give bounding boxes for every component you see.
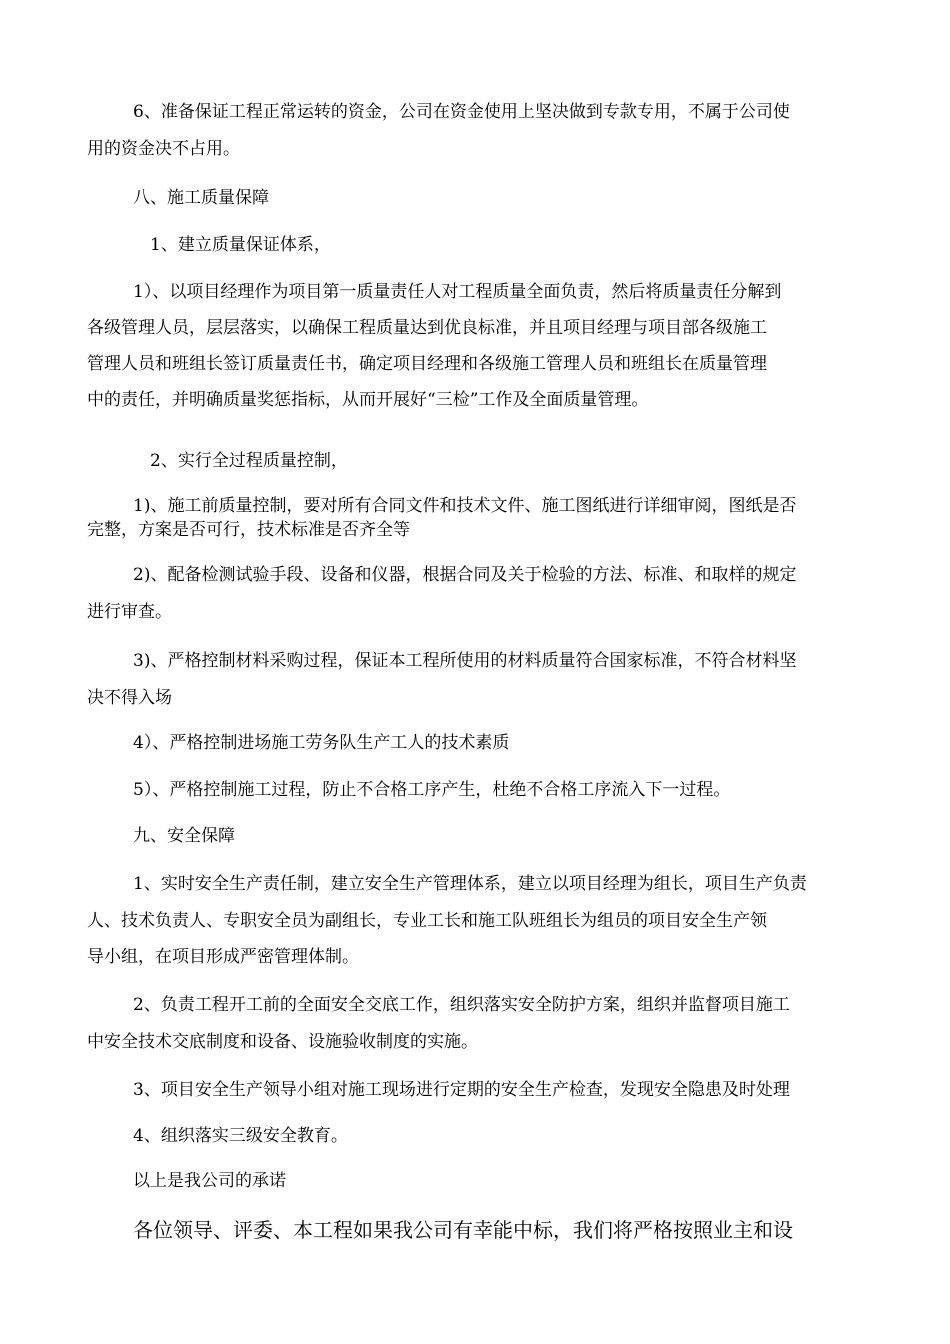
text-line: 2)、配备检测试验手段、设备和仪器，根据合同及关于检验的方法、标准、和取样的规定 [133, 565, 797, 585]
text-line: 以上是我公司的承诺 [133, 1171, 286, 1191]
text-line: 导小组，在项目形成严密管理体制。 [87, 947, 359, 967]
text-line: 中安全技术交底制度和设备、设施验收制度的实施。 [87, 1032, 478, 1052]
text-line: 1）、以项目经理作为项目第一质量责任人对工程质量全面负责，然后将质量责任分解到 [133, 282, 782, 302]
text-line: 3)、严格控制材料采购过程，保证本工程所使用的材料质量符合国家标准，不符合材料坚 [133, 651, 797, 671]
section-heading: 八、施工质量保障 [133, 188, 269, 208]
text-line: 管理人员和班组长签订质量责任书，确定项目经理和各级施工管理人员和班组长在质量管理 [87, 354, 767, 374]
text-line: 完整，方案是否可行，技术标准是否齐全等 [87, 520, 410, 540]
text-line: 6、准备保证工程正常运转的资金，公司在资金使用上坚决做到专款专用，不属于公司使 [133, 102, 790, 122]
text-line: 决不得入场 [87, 688, 172, 708]
section-heading: 九、安全保障 [133, 826, 235, 846]
subsection-heading: 1、建立质量保证体系， [150, 235, 331, 255]
text-line: 4、组织落实三级安全教育。 [133, 1126, 348, 1146]
text-line: 1)、施工前质量控制，要对所有合同文件和技术文件、施工图纸进行详细审阅，图纸是否 [133, 496, 797, 516]
text-line: 中的责任，并明确质量奖惩指标，从而开展好“三检”工作及全面质量管理。 [87, 390, 649, 410]
text-line: 人、技术负责人、专职安全员为副组长，专业工长和施工队班组长为组员的项目安全生产领 [87, 911, 767, 931]
text-line: 2、负责工程开工前的全面安全交底工作，组织落实安全防护方案，组织并监督项目施工 [133, 995, 790, 1015]
text-line: 进行审查。 [87, 602, 172, 622]
text-line: 1、实时安全生产责任制，建立安全生产管理体系，建立以项目经理为组长，项目生产负责 [133, 874, 807, 894]
subsection-heading: 2、实行全过程质量控制， [150, 451, 348, 471]
text-line: 用的资金决不占用。 [87, 139, 240, 159]
text-line: 5）、严格控制施工过程，防止不合格工序产生，杜绝不合格工序流入下一过程。 [133, 780, 731, 800]
text-line: 各级管理人员，层层落实，以确保工程质量达到优良标准，并且项目经理与项目部各级施工 [87, 318, 767, 338]
text-line: 3、项目安全生产领导小组对施工现场进行定期的安全生产检查，发现安全隐患及时处理 [133, 1080, 790, 1100]
text-line-large: 各位领导、评委、本工程如果我公司有幸能中标，我们将严格按照业主和设 [133, 1218, 793, 1242]
text-line: 4）、严格控制进场施工劳务队生产工人的技术素质 [133, 733, 510, 753]
